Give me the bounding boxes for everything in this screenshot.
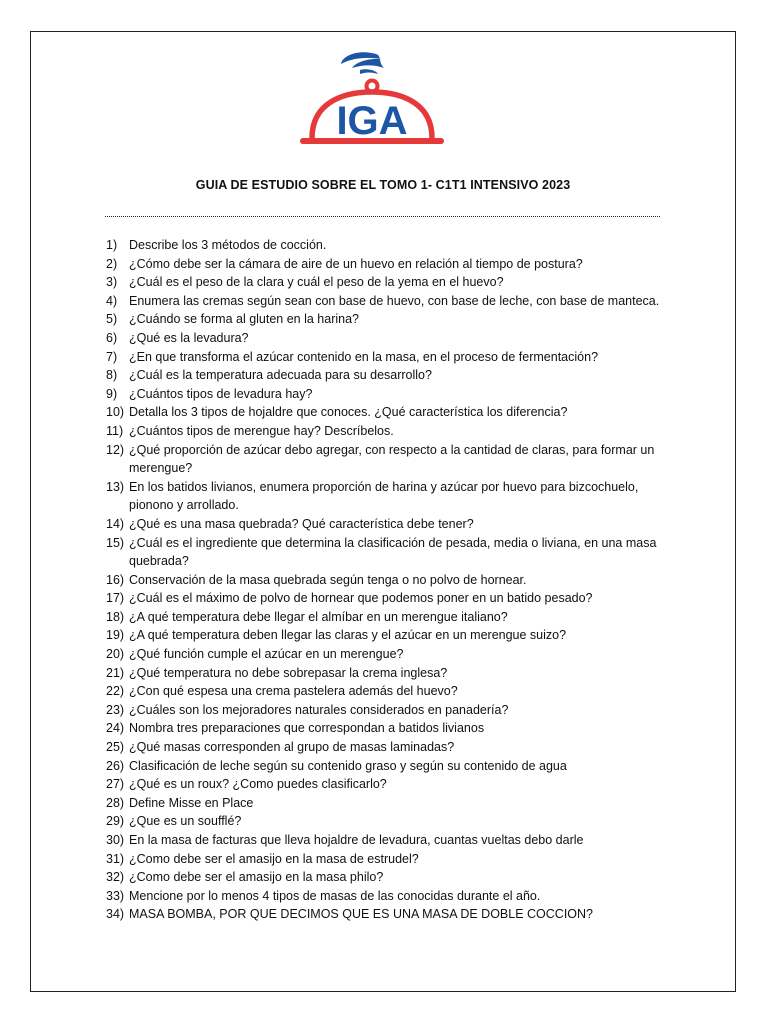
question-number: 7)	[106, 349, 118, 364]
question-number: 31)	[106, 851, 125, 866]
dotted-separator	[105, 216, 660, 217]
question-text: ¿Con qué espesa una crema pastelera además del huevo?	[129, 684, 458, 699]
question-number: 28)	[106, 795, 125, 810]
question-text: ¿Cuál es el ingrediente que determina la clasificación de pesada, media o liviana, en una masa quebrada?	[129, 535, 657, 569]
swoosh-tail-icon	[360, 69, 378, 74]
iga-logo	[298, 46, 446, 154]
question-text: ¿Cuál es el peso de la clara y cuál el peso de la yema en el huevo?	[129, 275, 504, 290]
question-text: ¿A qué temperatura debe llegar el almíbar en un merengue italiano?	[129, 609, 508, 624]
question-number: 24)	[106, 721, 125, 736]
question-item	[106, 608, 666, 627]
question-number: 5)	[106, 312, 118, 327]
question-number: 15)	[106, 535, 125, 550]
question-number: 23)	[106, 702, 125, 717]
question-number: 29)	[106, 814, 125, 829]
question-list	[106, 236, 666, 924]
question-item	[106, 701, 666, 720]
question-text: ¿Como debe ser el amasijo en la masa de estrudel?	[129, 851, 419, 866]
question-item	[106, 905, 666, 924]
question-item	[106, 534, 666, 571]
question-text: ¿Cuándo se forma al gluten en la harina?	[129, 312, 360, 327]
question-item	[106, 403, 666, 422]
question-item	[106, 422, 666, 441]
question-text: ¿Cuántos tipos de merengue hay? Descríbelos.	[129, 423, 394, 438]
question-text: ¿Qué temperatura no debe sobrepasar la crema inglesa?	[129, 665, 448, 680]
question-number: 17)	[106, 591, 125, 606]
question-item	[106, 329, 666, 348]
question-item	[106, 757, 666, 776]
question-text: Mencione por lo menos 4 tipos de masas de las conocidas durante el año.	[129, 888, 541, 903]
question-text: Nombra tres preparaciones que correspondan a batidos livianos	[129, 721, 485, 736]
question-item	[106, 478, 666, 515]
question-text: ¿Cómo debe ser la cámara de aire de un huevo en relación al tiempo de postura?	[129, 256, 583, 271]
question-item	[106, 775, 666, 794]
question-number: 34)	[106, 907, 125, 922]
question-number: 4)	[106, 293, 118, 308]
question-text: ¿En que transforma el azúcar contenido en la masa, en el proceso de fermentación?	[129, 349, 599, 364]
question-item	[106, 571, 666, 590]
question-text: ¿Qué es la levadura?	[129, 330, 249, 345]
question-number: 20)	[106, 647, 125, 662]
question-text: Conservación de la masa quebrada según tenga o no polvo de hornear.	[129, 572, 527, 587]
question-text: ¿Que es un soufflé?	[129, 814, 242, 829]
question-number: 10)	[106, 405, 125, 420]
question-item	[106, 236, 666, 255]
logo-text: IGA	[336, 99, 408, 143]
question-item	[106, 645, 666, 664]
question-text: Describe los 3 métodos de cocción.	[129, 238, 327, 252]
question-item	[106, 589, 666, 608]
question-item	[106, 366, 666, 385]
question-item	[106, 626, 666, 645]
question-number: 13)	[106, 479, 125, 494]
question-item	[106, 441, 666, 478]
swoosh-icon	[341, 52, 384, 68]
question-number: 18)	[106, 609, 125, 624]
question-number: 26)	[106, 758, 125, 773]
question-number: 30)	[106, 833, 125, 847]
question-text: ¿Cuántos tipos de levadura hay?	[129, 386, 313, 401]
question-text: ¿Como debe ser el amasijo en la masa philo?	[129, 870, 384, 885]
question-text: ¿Cuáles son los mejoradores naturales considerados en panadería?	[129, 702, 509, 717]
question-number: 3)	[106, 275, 118, 290]
question-item	[106, 868, 666, 887]
question-text: ¿Qué masas corresponden al grupo de masas laminadas?	[129, 740, 455, 755]
question-number: 27)	[106, 777, 125, 792]
question-number: 14)	[106, 516, 125, 531]
question-number: 9)	[106, 386, 118, 401]
question-text: ¿Cuál es el máximo de polvo de hornear que podemos poner en un batido pesado?	[129, 591, 593, 606]
question-item	[106, 255, 666, 274]
question-text: En la masa de facturas que lleva hojaldre de levadura, cuantas vueltas debo darle	[129, 833, 584, 847]
question-number: 21)	[106, 665, 125, 680]
question-number: 32)	[106, 870, 125, 885]
question-item	[106, 738, 666, 757]
question-text: Enumera las cremas según sean con base de huevo, con base de leche, con base de manteca.	[129, 293, 660, 308]
question-item	[106, 385, 666, 404]
question-number: 8)	[106, 368, 118, 383]
question-number: 6)	[106, 330, 118, 345]
question-number: 12)	[106, 442, 125, 457]
question-text: Define Misse en Place	[129, 795, 254, 810]
question-number: 25)	[106, 740, 125, 755]
question-item	[106, 348, 666, 367]
document-title: GUIA DE ESTUDIO SOBRE EL TOMO 1- C1T1 INTENSIVO 2023	[195, 178, 571, 192]
question-number: 1)	[106, 238, 118, 252]
question-text: ¿Qué función cumple el azúcar en un merengue?	[129, 647, 404, 662]
question-item	[106, 292, 666, 311]
question-text: ¿A qué temperatura deben llegar las claras y el azúcar en un merengue suizo?	[129, 628, 567, 643]
question-number: 33)	[106, 888, 125, 903]
question-item	[106, 273, 666, 292]
question-item	[106, 831, 666, 850]
question-text: En los batidos livianos, enumera proporción de harina y azúcar por huevo para bizcochuelo, pionono y arrollado.	[129, 479, 639, 513]
question-item	[106, 794, 666, 813]
question-item	[106, 887, 666, 906]
question-text: ¿Qué es una masa quebrada? Qué característica debe tener?	[129, 516, 474, 531]
question-item	[106, 310, 666, 329]
question-text: ¿Qué es un roux? ¿Como puedes clasificarlo?	[129, 777, 387, 792]
question-item	[106, 664, 666, 683]
question-number: 2)	[106, 256, 118, 271]
question-text: Clasificación de leche según su contenido graso y según su contenido de agua	[129, 758, 567, 773]
question-item	[106, 812, 666, 831]
question-item	[106, 719, 666, 738]
question-number: 16)	[106, 572, 125, 587]
question-number: 11)	[106, 423, 124, 438]
question-text: ¿Cuál es la temperatura adecuada para su desarrollo?	[129, 368, 432, 383]
question-item	[106, 850, 666, 869]
question-number: 22)	[106, 684, 125, 699]
question-text: MASA BOMBA, POR QUE DECIMOS QUE ES UNA MASA DE DOBLE COCCION?	[129, 907, 593, 922]
question-item	[106, 682, 666, 701]
question-number: 19)	[106, 628, 125, 643]
question-text: ¿Qué proporción de azúcar debo agregar, con respecto a la cantidad de claras, para formar un merengue?	[129, 442, 655, 476]
question-text: Detalla los 3 tipos de hojaldre que conoces. ¿Qué característica los diferencia?	[129, 405, 568, 420]
question-item	[106, 515, 666, 534]
